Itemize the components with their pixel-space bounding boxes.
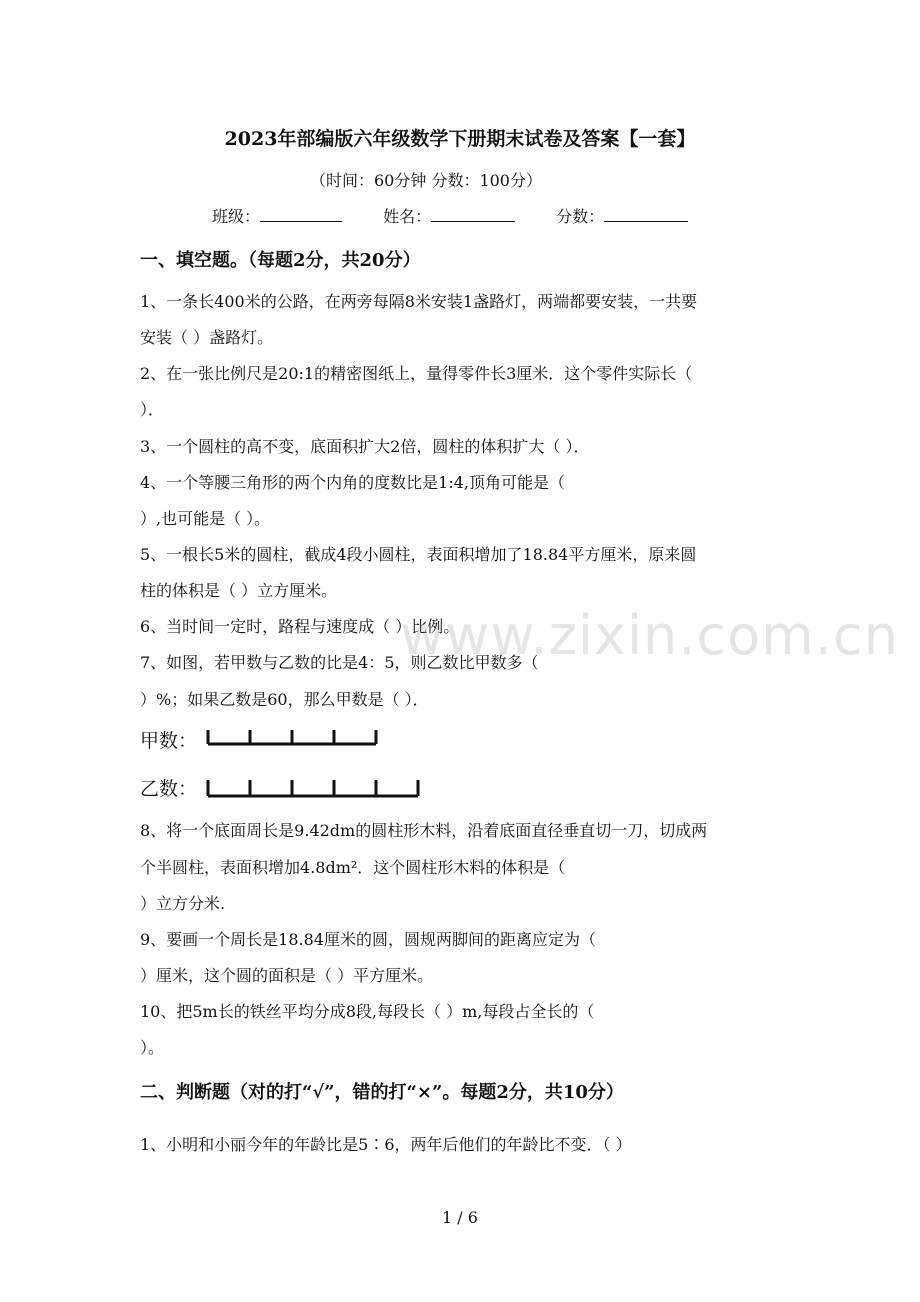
watermark: www.zixin.com.cn <box>400 604 899 667</box>
question-line: ）。 <box>140 1038 165 1057</box>
question-line: 5、一根长5米的圆柱，截成4段小圆柱，表面积增加了18.84平方厘米，原来圆 <box>140 545 697 564</box>
question-line: ）立方分米. <box>140 894 226 913</box>
question-line: 9、要画一个周长是18.84厘米的圆，圆规两脚间的距离应定为（ <box>140 930 596 949</box>
name-label: 姓名： <box>383 207 432 226</box>
question-line: 6、当时间一定时，路程与速度成（ ）比例。 <box>140 617 460 636</box>
question-line: 个半圆柱，表面积增加4.8dm²．这个圆柱形木料的体积是（ <box>140 858 566 877</box>
question-line: 7、如图，若甲数与乙数的比是4：5，则乙数比甲数多（ <box>140 653 539 672</box>
question-line: 1、一条长400米的公路，在两旁每隔8米安装1盏路灯，两端都要安装，一共要 <box>140 292 698 311</box>
question-line: 8、将一个底面周长是9.42dm的圆柱形木料，沿着底面直径垂直切一刀，切成两 <box>140 821 708 840</box>
section1-heading: 一、填空题。（每题2分，共20分） <box>140 250 421 271</box>
yi-label: 乙数： <box>140 778 198 800</box>
class-label: 班级： <box>212 207 261 226</box>
name-blank <box>431 207 515 222</box>
question-line: ）,也可能是（ ）。 <box>140 509 271 528</box>
class-blank <box>260 207 342 222</box>
question-line: ）． <box>140 400 165 419</box>
score-blank <box>604 207 688 222</box>
question-line: 4、一个等腰三角形的两个内角的度数比是1:4,顶角可能是（ <box>140 473 566 492</box>
document-title: 2023年部编版六年级数学下册期末试卷及答案【一套】 <box>224 128 696 150</box>
page-number: 1 / 6 <box>442 1208 478 1227</box>
yi-segment-bar <box>204 776 424 800</box>
section2-heading: 二、判断题（对的打“√”，错的打“×”。每题2分，共10分） <box>140 1082 624 1103</box>
jia-label: 甲数： <box>140 730 198 752</box>
question-line: 1、小明和小丽今年的年龄比是5∶6，两年后他们的年龄比不变．（ ） <box>140 1135 632 1154</box>
question-line: ）%；如果乙数是60，那么甲数是（ ）． <box>140 690 429 709</box>
question-line: 2、在一张比例尺是20:1的精密图纸上，量得零件长3厘米．这个零件实际长（ <box>140 364 693 383</box>
question-line: ）厘米，这个圆的面积是（ ）平方厘米。 <box>140 966 434 985</box>
exam-info: （时间：60分钟 分数：100分） <box>310 171 542 190</box>
question-line: 柱的体积是（ ）立方厘米。 <box>140 581 338 600</box>
question-line: 3、一个圆柱的高不变，底面积扩大2倍，圆柱的体积扩大（ ）． <box>140 437 590 456</box>
score-label: 分数： <box>556 207 605 226</box>
question-line: 安装（ ）盏路灯。 <box>140 328 274 347</box>
jia-segment-bar <box>204 728 384 748</box>
question-line: 10、把5m长的铁丝平均分成8段,每段长（ ）m,每段占全长的（ <box>140 1002 595 1021</box>
student-fields <box>212 204 688 227</box>
